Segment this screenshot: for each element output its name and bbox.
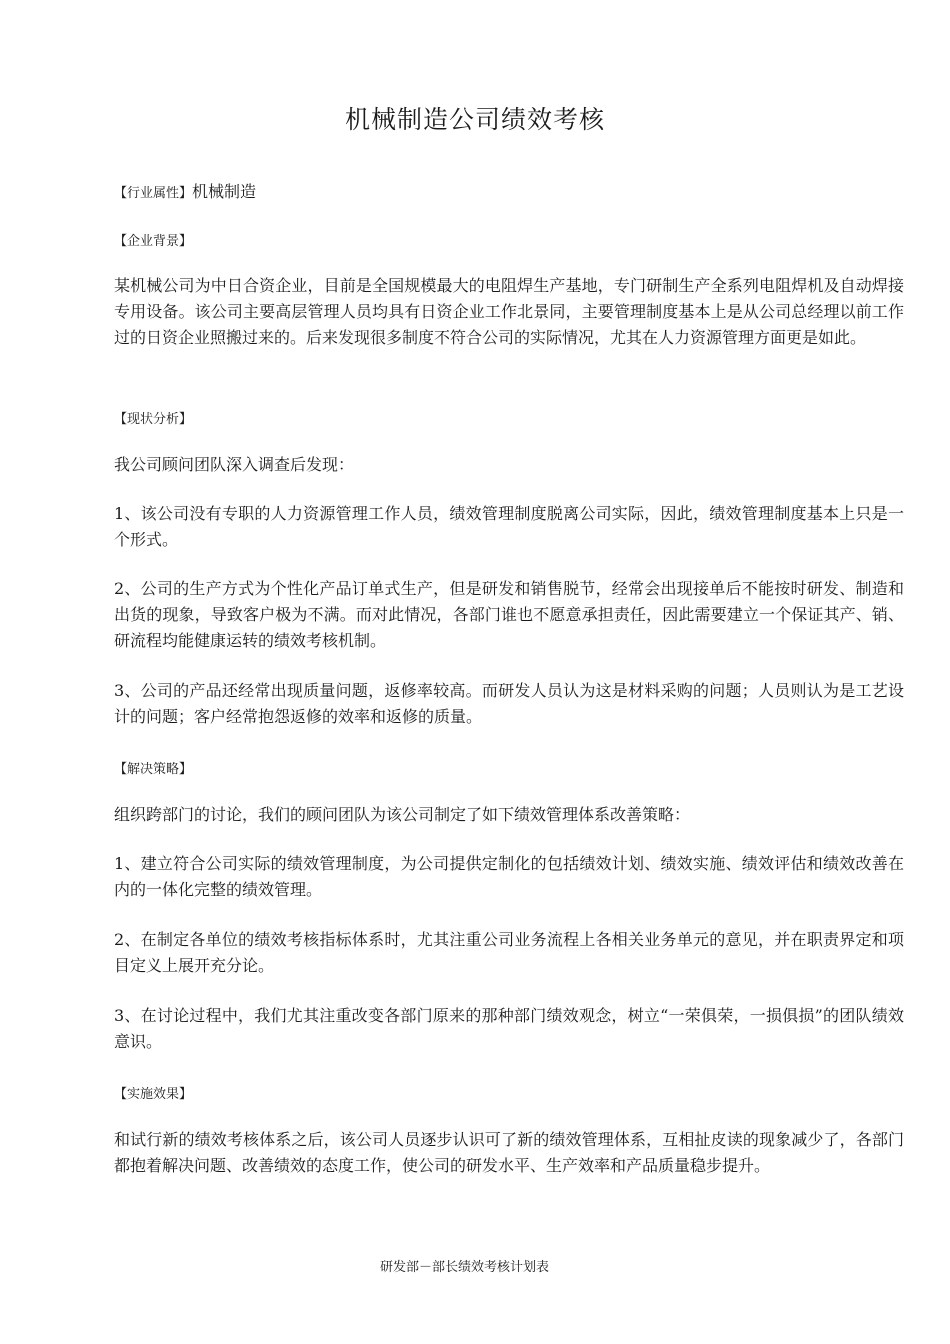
analysis-item-3: 3、公司的产品还经常出现质量问题，返修率较高。而研发人员认为这是材料采购的问题；人员则认为是工艺设计的问题；客户经常抱怨返修的效率和返修的质量。 (114, 681, 904, 726)
solution-heading: 【解决策略】 (114, 762, 193, 777)
solution-item-2: 2、在制定各单位的绩效考核指标体系时，尤其注重公司业务流程上各相关业务单元的意见，并在职责界定和项目定义上展开充分论。 (114, 930, 904, 975)
background-heading: 【企业背景】 (114, 234, 193, 249)
industry-value: 机械制造 (192, 182, 257, 201)
analysis-intro: 我公司顾问团队深入调查后发现： (114, 455, 355, 474)
analysis-heading: 【现状分析】 (114, 412, 193, 427)
analysis-item-1: 1、该公司没有专职的人力资源管理工作人员，绩效管理制度脱离公司实际，因此，绩效管理制度基本上只是一个形式。 (114, 504, 904, 549)
solution-item-3: 3、在讨论过程中，我们尤其注重改变各部门原来的那种部门绩效观念，树立“一荣俱荣，一损俱损”的团队绩效意识。 (114, 1006, 904, 1051)
footer-link-text: 研发部－部长绩效考核计划表 (380, 1260, 550, 1275)
solution-item-1: 1、建立符合公司实际的绩效管理制度，为公司提供定制化的包括绩效计划、绩效实施、绩效评估和绩效改善在内的一体化完整的绩效管理。 (114, 854, 904, 899)
industry-line (114, 182, 904, 204)
result-heading: 【实施效果】 (114, 1087, 193, 1102)
solution-intro: 组织跨部门的讨论，我们的顾问团队为该公司制定了如下绩效管理体系改善策略： (114, 805, 691, 824)
background-paragraph: 某机械公司为中日合资企业，目前是全国规模最大的电阻焊生产基地，专门研制生产全系列电阻焊机及自动焊接专用设备。该公司主要高层管理人员均具有日资企业工作北景同，主要管理制度基本上是从公司总经理以前工作过的日资企业照搬过来的。后来发现很多制度不符合公司的实际情况，尤其在人力资源管理方面更是如此。 (114, 276, 904, 347)
document-title: 机械制造公司绩效考核 (344, 105, 605, 134)
result-paragraph: 和试行新的绩效考核体系之后，该公司人员逐步认识可了新的绩效管理体系，互相扯皮读的现象减少了，各部门都抱着解决问题、改善绩效的态度工作，使公司的研发水平、生产效率和产品质量稳步提升。 (114, 1130, 904, 1175)
analysis-item-2: 2、公司的生产方式为个性化产品订单式生产，但是研发和销售脱节，经常会出现接单后不能按时研发、制造和出货的现象，导致客户极为不满。而对此情况，各部门谁也不愿意承担责任，因此需要建立一个保证其产、销、研流程均能健康运转的绩效考核机制。 (114, 579, 904, 650)
industry-label: 【行业属性】 (114, 186, 193, 201)
